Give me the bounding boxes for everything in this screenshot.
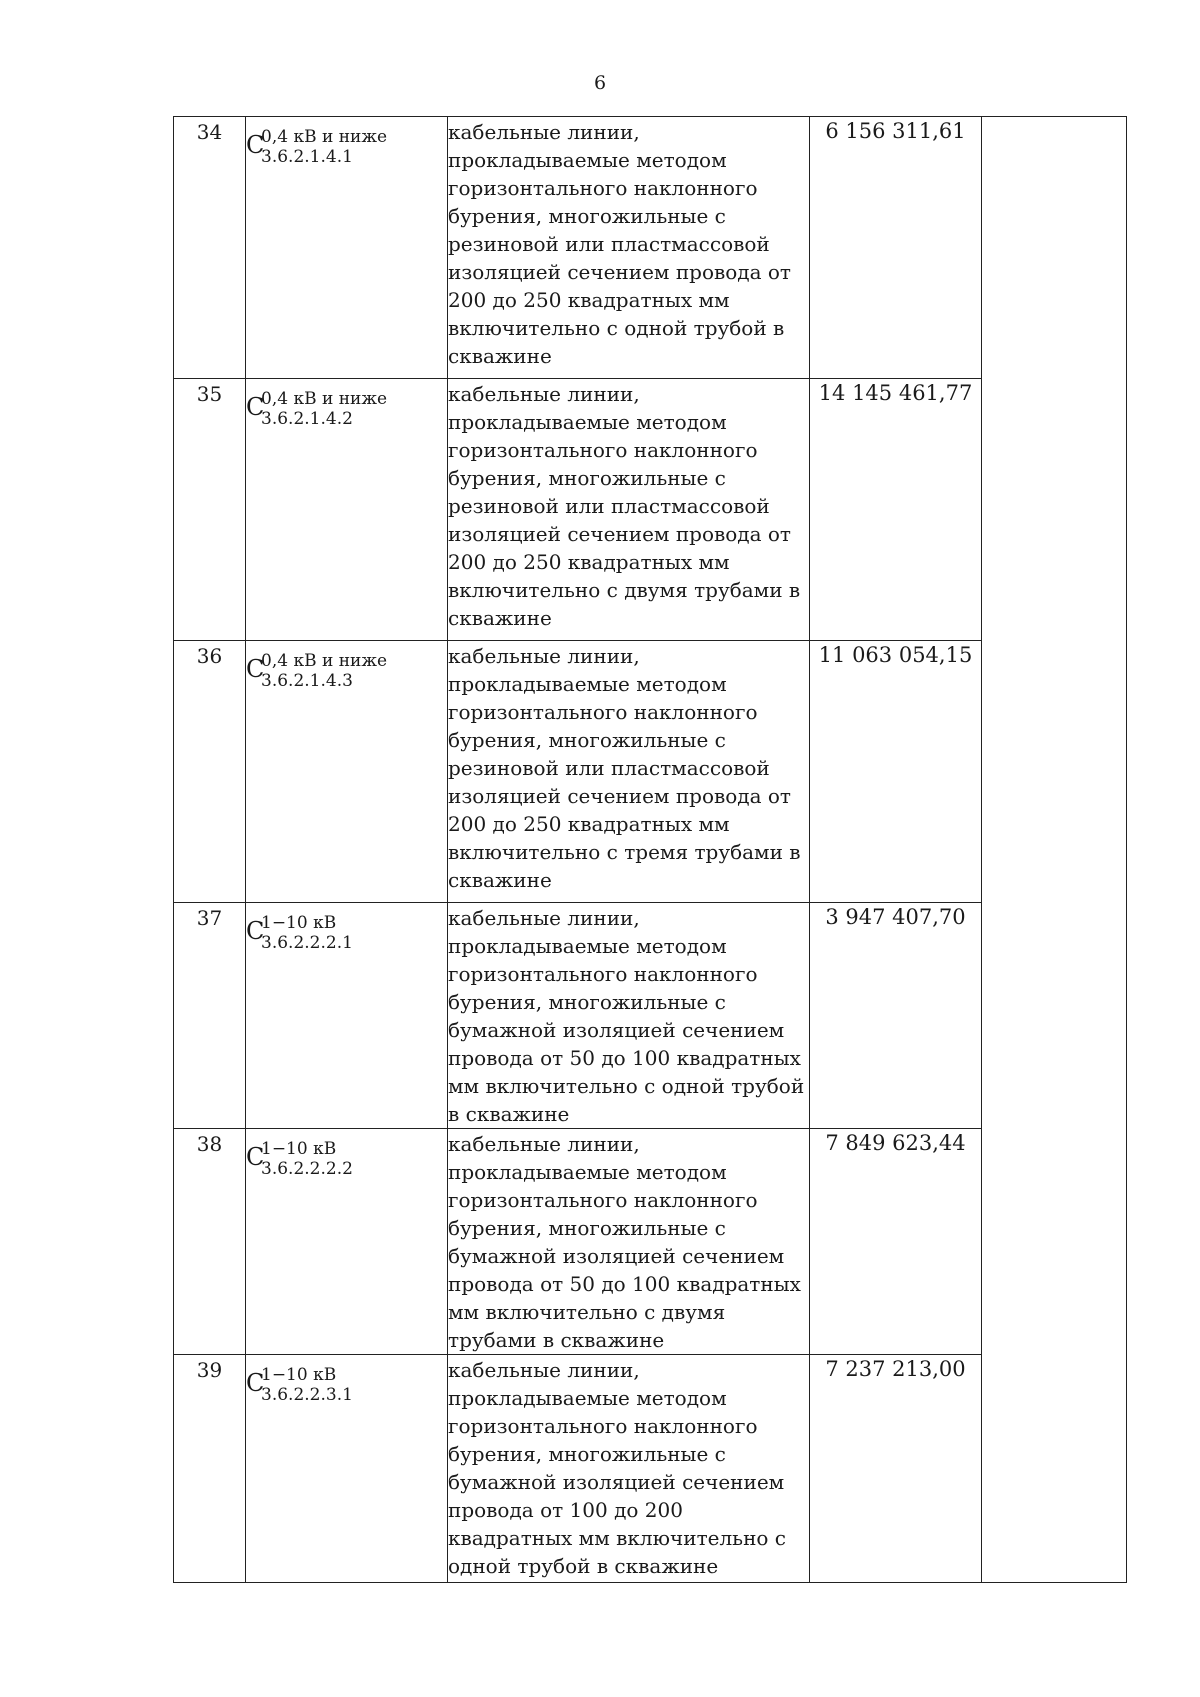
rate-value: 14 145 461,77	[818, 381, 973, 405]
rate-value: 11 063 054,15	[818, 643, 973, 667]
rate-code-index: 3.6.2.2.2.1	[261, 933, 353, 953]
tariff-table	[173, 116, 1127, 1583]
rate-code-voltage: 0,4 кВ и ниже	[261, 651, 388, 671]
description-cell	[448, 641, 810, 903]
rate-code-voltage: 1−10 кВ	[261, 1365, 337, 1385]
table-row	[174, 117, 1127, 379]
rate-value: 3 947 407,70	[825, 905, 966, 929]
rate-code-cell	[246, 641, 448, 903]
rate-code	[246, 1129, 436, 1189]
row-number-cell	[174, 379, 246, 641]
description-text: кабельные линии, прокладываемые методом горизонтального наклонного бурения, многожильные с резиновой или пластмассовой изоляцией сечением провода от 200 до 250 квадратных мм включительно с двумя трубами в скважине	[448, 382, 801, 630]
rate-code-letter: С	[246, 655, 265, 683]
description-cell	[448, 117, 810, 379]
description-text: кабельные линии, прокладываемые методом горизонтального наклонного бурения, многожильные с резиновой или пластмассовой изоляцией сечением провода от 200 до 250 квадратных мм включительно с тремя трубами в скважине	[448, 644, 801, 892]
value-cell	[810, 379, 982, 641]
rate-value: 6 156 311,61	[825, 119, 966, 143]
rate-value: 7 237 213,00	[825, 1357, 966, 1381]
description-cell	[448, 903, 810, 1129]
rate-code	[246, 903, 436, 963]
value-cell	[810, 117, 982, 379]
rate-code-cell	[246, 1355, 448, 1583]
rate-code	[246, 641, 436, 701]
row-number-cell	[174, 117, 246, 379]
rate-code-letter: С	[246, 131, 265, 159]
rate-code-index: 3.6.2.2.2.2	[261, 1159, 353, 1179]
description-text: кабельные линии, прокладываемые методом горизонтального наклонного бурения, многожильные с бумажной изоляцией сечением провода от 100 до 200 квадратных мм включительно с одной трубой в скважине	[448, 1358, 786, 1578]
rate-value: 7 849 623,44	[825, 1131, 966, 1155]
rate-code-voltage: 0,4 кВ и ниже	[261, 389, 388, 409]
rate-code-cell	[246, 117, 448, 379]
rate-code-index: 3.6.2.1.4.1	[261, 147, 353, 167]
description-cell	[448, 1129, 810, 1355]
rate-code-letter: С	[246, 1369, 265, 1397]
rate-code-letter: С	[246, 1143, 265, 1171]
rate-code-voltage: 0,4 кВ и ниже	[261, 127, 388, 147]
rate-code	[246, 1355, 436, 1415]
rate-code	[246, 117, 436, 177]
notes-cell	[982, 117, 1127, 1583]
description-text: кабельные линии, прокладываемые методом горизонтального наклонного бурения, многожильные с бумажной изоляцией сечением провода от 50 до 100 квадратных мм включительно с одной трубой в скважине	[448, 906, 805, 1126]
row-number-cell	[174, 903, 246, 1129]
row-number: 37	[196, 906, 223, 930]
description-cell	[448, 1355, 810, 1583]
row-number: 36	[196, 644, 223, 668]
row-number: 35	[196, 382, 223, 406]
row-number: 38	[196, 1132, 223, 1156]
rate-code-index: 3.6.2.2.3.1	[261, 1385, 353, 1405]
rate-code-cell	[246, 1129, 448, 1355]
rate-code-voltage: 1−10 кВ	[261, 913, 337, 933]
row-number: 39	[196, 1358, 223, 1382]
rate-code-index: 3.6.2.1.4.2	[261, 409, 353, 429]
row-number-cell	[174, 1129, 246, 1355]
row-number: 34	[196, 120, 223, 144]
rate-code-cell	[246, 379, 448, 641]
value-cell	[810, 903, 982, 1129]
row-number-cell	[174, 1355, 246, 1583]
rate-code-index: 3.6.2.1.4.3	[261, 671, 353, 691]
value-cell	[810, 1129, 982, 1355]
rate-code-cell	[246, 903, 448, 1129]
description-text: кабельные линии, прокладываемые методом горизонтального наклонного бурения, многожильные с резиновой или пластмассовой изоляцией сечением провода от 200 до 250 квадратных мм включительно с одной трубой в скважине	[448, 120, 791, 368]
page-number: 6	[593, 72, 607, 94]
value-cell	[810, 1355, 982, 1583]
rate-code-voltage: 1−10 кВ	[261, 1139, 337, 1159]
description-text: кабельные линии, прокладываемые методом горизонтального наклонного бурения, многожильные с бумажной изоляцией сечением провода от 50 до 100 квадратных мм включительно с двумя трубами в скважине	[448, 1132, 801, 1352]
value-cell	[810, 641, 982, 903]
description-cell	[448, 379, 810, 641]
rate-code-letter: С	[246, 917, 265, 945]
row-number-cell	[174, 641, 246, 903]
rate-code	[246, 379, 436, 439]
rate-code-letter: С	[246, 393, 265, 421]
